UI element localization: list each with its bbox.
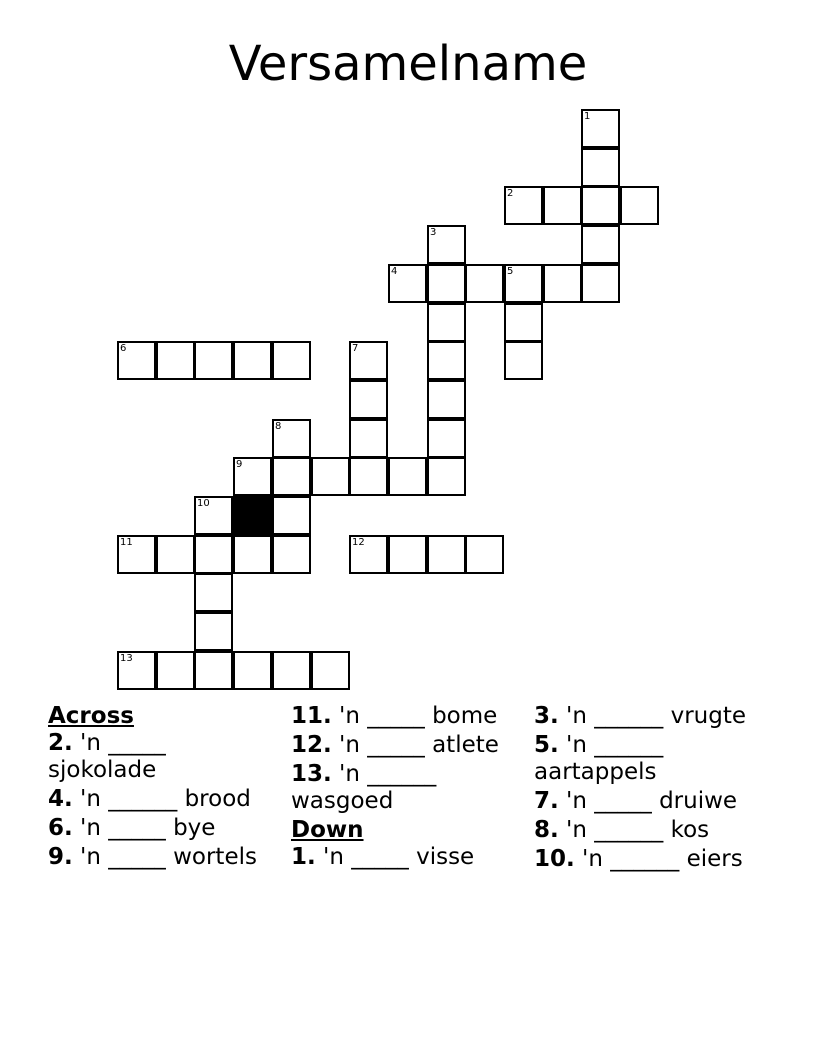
clue-text: 'n _____ bome <box>331 703 498 729</box>
clue-text: 'n ______ brood <box>72 786 251 812</box>
crossword-cell[interactable] <box>427 264 466 303</box>
crossword-cell[interactable] <box>388 264 427 303</box>
crossword-cell[interactable] <box>233 535 272 574</box>
clue-text: 'n _____ bye <box>72 815 216 841</box>
clue-number: 8. <box>534 817 559 843</box>
clue-text: 'n ______ aartappels <box>534 732 664 785</box>
crossword-cell[interactable] <box>504 186 543 225</box>
clue-number: 9. <box>48 844 73 870</box>
crossword-cell[interactable] <box>427 535 466 574</box>
clue-item <box>48 844 278 871</box>
cell-number: 9 <box>236 459 243 470</box>
crossword-cell[interactable] <box>194 496 233 535</box>
across-heading: Across <box>48 703 134 729</box>
cell-number: 4 <box>391 266 398 277</box>
cell-number: 7 <box>352 343 359 354</box>
crossword-cell[interactable] <box>465 264 504 303</box>
crossword-cell[interactable] <box>311 651 350 690</box>
clue-text: 'n ______ kos <box>558 817 710 843</box>
down-clues-list-continued <box>534 703 784 873</box>
clue-number: 12. <box>291 732 332 758</box>
clue-item <box>534 846 784 873</box>
crossword-cell[interactable] <box>272 457 311 496</box>
crossword-cell[interactable] <box>543 186 582 225</box>
crossword-cell[interactable] <box>465 535 504 574</box>
clue-number: 3. <box>534 703 559 729</box>
crossword-cell[interactable] <box>427 419 466 458</box>
crossword-cell[interactable] <box>156 535 195 574</box>
cell-number: 8 <box>275 421 282 432</box>
clue-item <box>291 732 521 759</box>
crossword-cell[interactable] <box>581 186 620 225</box>
clue-text: 'n _____ druiwe <box>558 788 738 814</box>
clue-number: 7. <box>534 788 559 814</box>
clue-column-2 <box>291 703 521 873</box>
clue-number: 13. <box>291 761 332 787</box>
crossword-cell[interactable] <box>427 225 466 264</box>
crossword-black-cell <box>233 496 272 535</box>
clue-item <box>534 817 784 844</box>
crossword-cell[interactable] <box>620 186 659 225</box>
crossword-cell[interactable] <box>117 341 156 380</box>
crossword-cell[interactable] <box>194 612 233 651</box>
crossword-cell[interactable] <box>427 457 466 496</box>
cell-number: 1 <box>584 111 591 122</box>
crossword-cell[interactable] <box>194 651 233 690</box>
clue-text: 'n _____ atlete <box>331 732 499 758</box>
clue-text: 'n ______ wasgoed <box>291 761 437 814</box>
cell-number: 5 <box>507 266 514 277</box>
clue-number: 4. <box>48 786 73 812</box>
clue-item <box>48 786 278 813</box>
crossword-cell[interactable] <box>156 341 195 380</box>
crossword-cell[interactable] <box>581 148 620 187</box>
clue-text: 'n _____ wortels <box>72 844 257 870</box>
crossword-cell[interactable] <box>427 341 466 380</box>
crossword-cell[interactable] <box>194 341 233 380</box>
cell-number: 13 <box>120 653 133 664</box>
clue-item <box>291 703 521 730</box>
crossword-cell[interactable] <box>311 457 350 496</box>
crossword-cell[interactable] <box>427 380 466 419</box>
clue-item <box>48 730 278 784</box>
crossword-cell[interactable] <box>156 651 195 690</box>
clue-item <box>48 815 278 842</box>
crossword-cell[interactable] <box>388 457 427 496</box>
clue-number: 2. <box>48 730 73 756</box>
across-clues-list <box>48 730 278 871</box>
clue-text: 'n _____ visse <box>315 844 475 870</box>
clue-number: 10. <box>534 846 575 872</box>
clue-number: 6. <box>48 815 73 841</box>
cell-number: 3 <box>430 227 437 238</box>
crossword-cell[interactable] <box>349 341 388 380</box>
crossword-cell[interactable] <box>504 264 543 303</box>
clue-item <box>291 844 521 871</box>
crossword-cell[interactable] <box>388 535 427 574</box>
across-clues-list-continued <box>291 703 521 815</box>
clue-number: 11. <box>291 703 332 729</box>
clue-text: 'n ______ eiers <box>574 846 743 872</box>
crossword-cell[interactable] <box>581 109 620 148</box>
clue-column-3 <box>534 703 784 875</box>
clue-item <box>534 788 784 815</box>
clue-number: 1. <box>291 844 316 870</box>
puzzle-title: Versamelname <box>228 36 588 92</box>
crossword-cell[interactable] <box>233 651 272 690</box>
cell-number: 10 <box>197 498 210 509</box>
crossword-cell[interactable] <box>349 380 388 419</box>
crossword-cell[interactable] <box>117 535 156 574</box>
down-clues-list <box>291 844 521 871</box>
crossword-cell[interactable] <box>117 651 156 690</box>
crossword-cell[interactable] <box>194 573 233 612</box>
clue-item <box>534 732 784 786</box>
cell-number: 11 <box>120 537 133 548</box>
crossword-cell[interactable] <box>272 496 311 535</box>
down-heading: Down <box>291 817 364 843</box>
crossword-cell[interactable] <box>272 535 311 574</box>
cell-number: 6 <box>120 343 127 354</box>
crossword-cell[interactable] <box>581 264 620 303</box>
crossword-cell[interactable] <box>504 341 543 380</box>
cell-number: 2 <box>507 188 514 199</box>
clue-number: 5. <box>534 732 559 758</box>
crossword-cell[interactable] <box>349 419 388 458</box>
crossword-cell[interactable] <box>349 457 388 496</box>
crossword-cell[interactable] <box>233 457 272 496</box>
crossword-cell[interactable] <box>581 225 620 264</box>
crossword-cell[interactable] <box>272 651 311 690</box>
clue-item <box>291 761 521 815</box>
clue-text: 'n ______ vrugte <box>558 703 746 729</box>
crossword-cell[interactable] <box>233 341 272 380</box>
cell-number: 12 <box>352 537 365 548</box>
crossword-cell[interactable] <box>427 303 466 342</box>
crossword-cell[interactable] <box>272 419 311 458</box>
clue-column-1 <box>48 703 278 873</box>
clue-item <box>534 703 784 730</box>
crossword-cell[interactable] <box>194 535 233 574</box>
clue-text: 'n _____ sjokolade <box>48 730 166 783</box>
crossword-cell[interactable] <box>349 535 388 574</box>
crossword-cell[interactable] <box>543 264 582 303</box>
crossword-cell[interactable] <box>504 303 543 342</box>
crossword-cell[interactable] <box>272 341 311 380</box>
